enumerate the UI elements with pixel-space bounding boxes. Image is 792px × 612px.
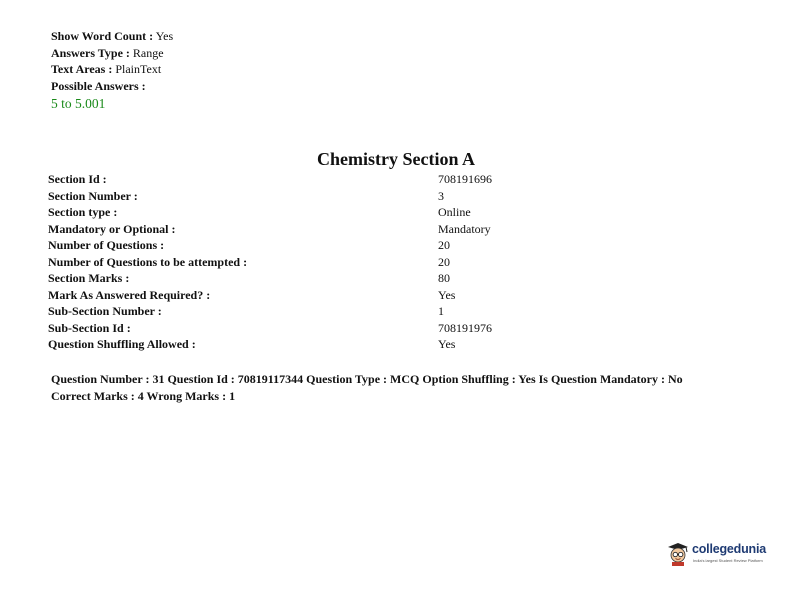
brand-tagline: India's largest Student Review Platform [693,558,763,563]
text-areas-row: Text Areas : PlainText [51,62,162,76]
question-info-line: Question Number : 31 Question Id : 70819117344 Question Type : MCQ Option Shuffling : Yes Is Question Mandatory : No [51,372,683,386]
question-marks-line: Correct Marks : 4 Wrong Marks : 1 [51,389,236,403]
brand-name: collegedunia [692,542,767,556]
mascot-icon [666,540,690,566]
section-title: Chemistry Section A [317,149,475,169]
collegedunia-logo [666,538,766,572]
answers-type-row: Answers Type : Range [51,45,164,60]
word-count-row: Show Word Count : Yes [51,29,174,43]
possible-answers-row: Possible Answers : [51,78,146,93]
answer-settings [51,28,173,113]
possible-answers-value: 5 to 5.001 [51,96,106,111]
question-header [51,371,683,405]
